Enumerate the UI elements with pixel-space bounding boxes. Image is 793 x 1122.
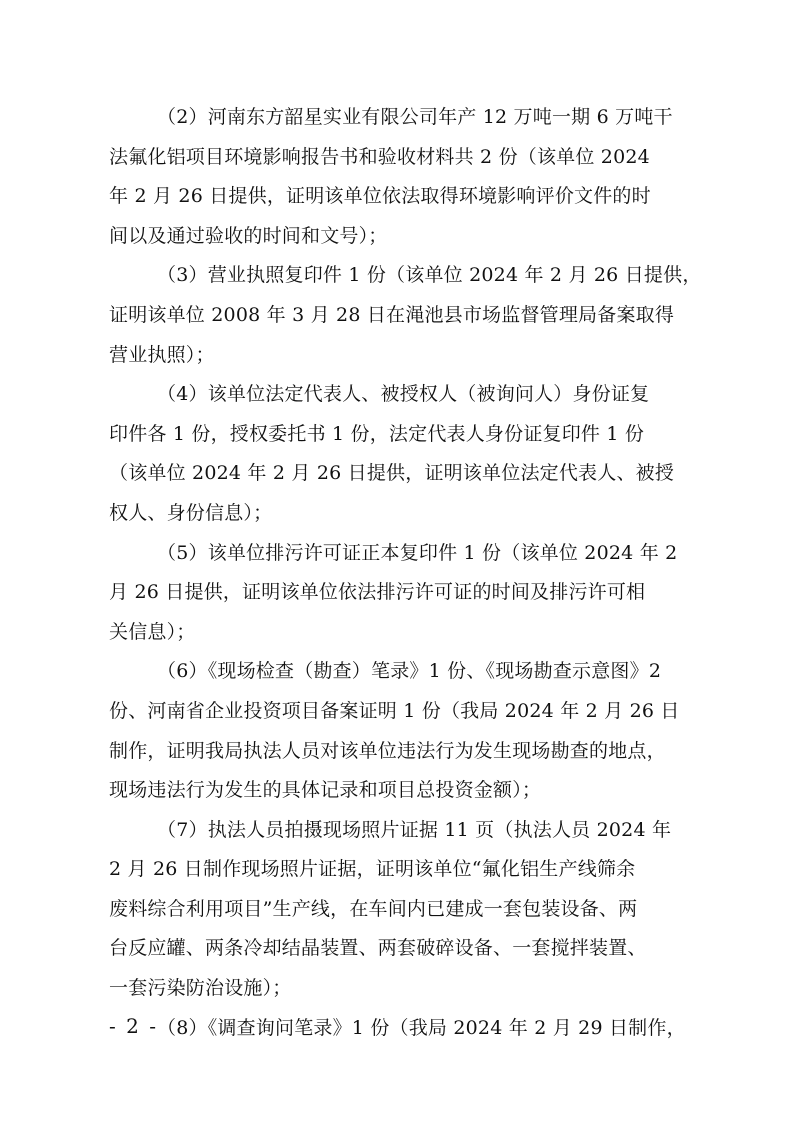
paragraph-3-line-1: （3）营业执照复印件 1 份（该单位 2024 年 2 月 26 日提供，: [157, 264, 702, 287]
paragraph-6-line-4: 现场违法行为发生的具体记录和项目总投资金额）；: [109, 779, 542, 802]
paragraph-6-line-3: 制作，证明我局执法人员对该单位违法行为发生现场勘查的地点，: [109, 739, 666, 762]
paragraph-5-line-3: 关信息）；: [109, 620, 196, 643]
paragraph-2-line-1: （2）河南东方韶星实业有限公司年产 12 万吨一期 6 万吨干: [157, 106, 673, 128]
paragraph-4-line-3: （该单位 2024 年 2 月 26 日提供，证明该单位法定代表人、被授: [109, 462, 675, 485]
document-body: [109, 98, 702, 1048]
paragraph-7-line-2: 2 月 26 日制作现场照片证据，证明该单位“氟化铝生产线筛余: [109, 858, 636, 881]
paragraph-7-line-1: （7）执法人员拍摄现场照片证据 11 页（执法人员 2024 年: [157, 818, 672, 841]
paragraph-4-line-4: 权人、身份信息）；: [109, 501, 273, 524]
paragraph-8-line-1: （8）《调查询问笔录》1 份（我局 2024 年 2 月 29 日制作，: [157, 1016, 686, 1039]
paragraph-4-line-2: 印件各 1 份，授权委托书 1 份，法定代表人身份证复印件 1 份: [109, 422, 645, 445]
paragraph-3-line-3: 营业执照）；: [109, 343, 215, 366]
paragraph-2-line-4: 间以及通过验收的时间和文号）；: [109, 224, 388, 247]
paragraph-7-line-4: 台反应罐、两条冷却结晶装置、两套破碎设备、一套搅拌装置、: [109, 937, 647, 960]
paragraph-4-line-1: （4）该单位法定代表人、被授权人（被询问人）身份证复: [157, 383, 650, 406]
paragraph-6-line-1: （6）《现场检查（勘查）笔录》1 份、《现场勘查示意图》2: [157, 660, 662, 683]
paragraph-2-line-2: 法氟化铝项目环境影响报告书和验收材料共 2 份（该单位 2024: [109, 145, 650, 168]
paragraph-3-line-2: 证明该单位 2008 年 3 月 28 日在渑池县市场监督管理局备案取得: [109, 303, 675, 326]
paragraph-2-line-3: 年 2 月 26 日提供，证明该单位依法取得环境影响评价文件的时: [109, 185, 651, 208]
paragraph-5-line-1: （5）该单位排污许可证正本复印件 1 份（该单位 2024 年 2: [157, 541, 678, 564]
paragraph-6-line-2: 份、河南省企业投资项目备案证明 1 份（我局 2024 年 2 月 26 日: [109, 699, 680, 722]
paragraph-7-line-3: 废料综合利用项目”生产线，在车间内已建成一套包装设备、两: [109, 897, 638, 920]
paragraph-5-line-2: 月 26 日提供，证明该单位依法排污许可证的时间及排污许可相: [109, 581, 646, 604]
paragraph-7-line-5: 一套污染防治设施）；: [109, 977, 292, 1000]
page-number: - 2 -: [109, 1014, 158, 1038]
